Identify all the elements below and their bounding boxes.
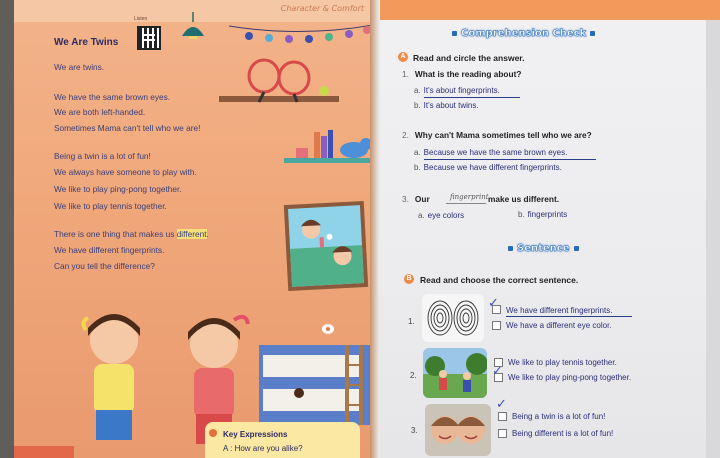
- twins-faces-photo: [425, 404, 491, 456]
- highlighted-word: different: [176, 229, 207, 239]
- right-page-edge: [706, 20, 720, 458]
- story-line-suffix: .: [206, 229, 209, 239]
- question-number: 2.: [402, 130, 409, 140]
- option-letter: a.: [414, 86, 421, 95]
- question-text: What is the reading about?: [414, 69, 522, 79]
- bunk-bed-illustration: [259, 345, 371, 425]
- question-number: 1.: [402, 69, 409, 79]
- sentence-checkbox[interactable]: [492, 321, 501, 330]
- story-line: We like to play ping-pong together.: [54, 184, 182, 194]
- sentence-title: Sentence: [517, 243, 570, 254]
- ping-pong-picture-frame: [284, 201, 368, 291]
- banner-dot-icon: [590, 31, 595, 36]
- checkmark-icon: ✓: [488, 296, 499, 311]
- question-3: [402, 194, 430, 204]
- key-expressions-bullet-icon: [209, 429, 217, 437]
- key-expressions-title: Key Expressions: [223, 430, 288, 439]
- comprehension-check-title: Comprehension Check: [461, 28, 587, 39]
- story-line-prefix: There is one thing that makes us: [54, 229, 177, 239]
- story-line: Sometimes Mama can't tell who we are!: [54, 123, 201, 133]
- sentence-checkbox[interactable]: [498, 429, 507, 438]
- fingerprints-photo: [422, 294, 484, 342]
- story-line: We always have someone to play with.: [54, 167, 197, 177]
- answer-blank-line: [446, 203, 486, 204]
- section-a-badge: A: [398, 52, 408, 62]
- park-tennis-photo: [423, 348, 487, 398]
- q3-option-b[interactable]: [518, 210, 567, 219]
- tennis-rackets-shelf: [219, 58, 339, 113]
- sentence-option[interactable]: Being different is a lot of fun!: [512, 429, 614, 438]
- left-page: [14, 0, 374, 458]
- q3-option-a[interactable]: [418, 211, 464, 220]
- answer-underline: [424, 97, 520, 98]
- option-text: Because we have the same brown eyes.: [423, 148, 568, 157]
- option-letter: b.: [414, 101, 421, 110]
- bottom-color-strip: [14, 446, 74, 458]
- book-left-edge: [0, 0, 14, 458]
- sentence-option[interactable]: We like to play ping-pong together.: [508, 373, 632, 382]
- q1-option-a[interactable]: [414, 86, 500, 95]
- left-page-header-label: Character & Comfort: [280, 4, 364, 13]
- question-1: [402, 69, 521, 79]
- sentence-option[interactable]: We have a different eye color.: [506, 321, 612, 330]
- section-b-badge: B: [404, 274, 414, 284]
- qr-code-icon: [137, 26, 161, 50]
- right-page: [380, 0, 720, 458]
- answer-underline: [506, 316, 632, 317]
- qr-caption: Listen: [134, 16, 148, 22]
- question-2: [402, 130, 592, 140]
- story-line-with-highlight: [54, 229, 209, 241]
- option-letter: b.: [518, 210, 525, 219]
- story-line: Being a twin is a lot of fun!: [54, 151, 151, 161]
- ping-pong-illustration: [288, 205, 364, 287]
- banner-dot-icon: [508, 246, 513, 251]
- sentence-banner: [504, 243, 583, 254]
- option-letter: b.: [414, 163, 421, 172]
- story-line: Can you tell the difference?: [54, 261, 155, 271]
- key-expressions-line: A : How are you alike?: [223, 444, 303, 453]
- comprehension-check-banner: [448, 28, 599, 39]
- question-3-continued: [488, 194, 559, 204]
- story-line: We have the same brown eyes.: [54, 92, 171, 102]
- story-line: We are both left-handed.: [54, 107, 146, 117]
- question-text-before-blank: Our: [414, 194, 430, 204]
- hanging-lamp-icon: [176, 12, 210, 42]
- option-text: fingerprints: [527, 210, 568, 219]
- option-text: Because we have different fingerprints.: [423, 163, 562, 172]
- option-text: It's about fingerprints.: [423, 86, 500, 95]
- story-line: We are twins.: [54, 62, 105, 72]
- banner-dot-icon: [574, 246, 579, 251]
- books-elephant-shelf: [284, 128, 374, 168]
- cup-icon: [321, 323, 335, 335]
- sentence-option[interactable]: We have different fingerprints.: [506, 306, 613, 315]
- section-a-instruction: Read and circle the answer.: [413, 53, 525, 63]
- sentence-checkbox[interactable]: [498, 412, 507, 421]
- q2-option-a[interactable]: [414, 148, 567, 157]
- story-line: We like to play tennis together.: [54, 201, 167, 211]
- story-line: We have different fingerprints.: [54, 245, 165, 255]
- checkmark-icon: ✓: [492, 364, 503, 379]
- option-letter: a.: [414, 148, 421, 157]
- bunting-decoration: [229, 20, 374, 50]
- question-number: 3.: [402, 194, 409, 204]
- question-text: Why can't Mama sometimes tell who we are?: [414, 130, 592, 140]
- sentence-item-number: 3.: [411, 426, 418, 435]
- section-b-instruction: Read and choose the correct sentence.: [420, 275, 579, 285]
- sentence-option[interactable]: We like to play tennis together.: [508, 358, 617, 367]
- sentence-item-number: 1.: [408, 317, 415, 326]
- banner-dot-icon: [452, 31, 457, 36]
- q1-option-b[interactable]: [414, 101, 479, 110]
- right-page-header-band: [380, 0, 720, 20]
- sentence-item-number: 2.: [410, 371, 417, 380]
- option-text: It's about twins.: [423, 101, 479, 110]
- option-text: eye colors: [427, 211, 465, 220]
- option-letter: a.: [418, 211, 425, 220]
- answer-underline: [424, 159, 596, 160]
- checkmark-icon: ✓: [496, 397, 507, 412]
- story-title: We Are Twins: [54, 37, 119, 48]
- q2-option-b[interactable]: [414, 163, 562, 172]
- handwritten-answer: fingerprint: [450, 193, 489, 201]
- question-text-after-blank: make us different.: [488, 194, 560, 204]
- sentence-option[interactable]: Being a twin is a lot of fun!: [512, 412, 606, 421]
